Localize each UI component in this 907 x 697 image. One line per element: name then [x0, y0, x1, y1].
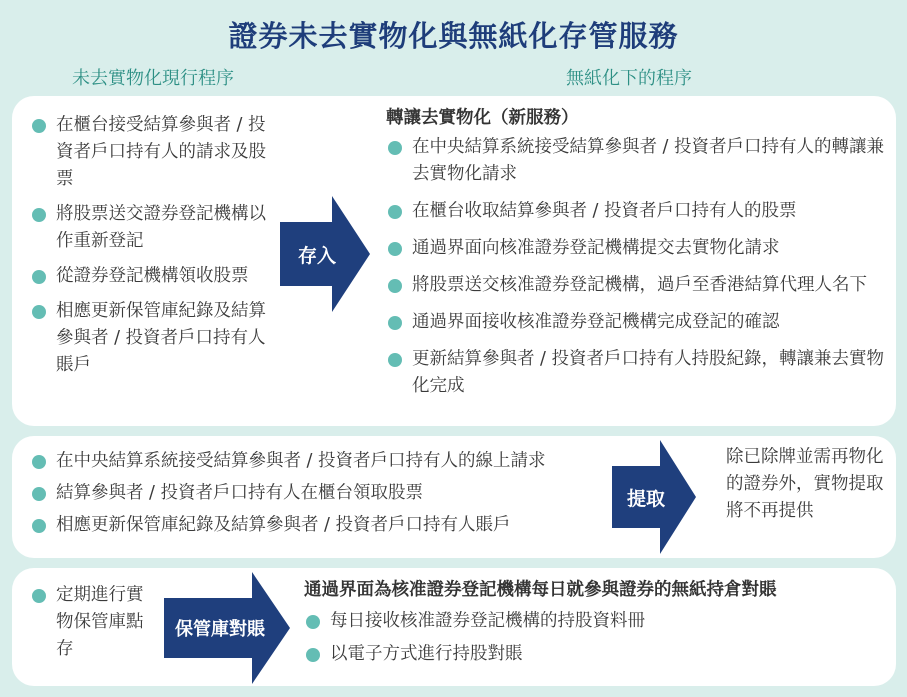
list-item: 相應更新保管庫紀錄及結算參與者 / 投資者戶口持有人賬戶 [30, 512, 610, 539]
list-item: 通過界面向核准證券登記機構提交去實物化請求 [386, 235, 891, 262]
list-item: 每日接收核准證券登記機構的持股資料冊 [304, 608, 864, 635]
list-item: 更新結算參與者 / 投資者戶口持有人持股紀錄，轉讓兼去實物化完成 [386, 346, 891, 400]
custody-new-heading: 通過界面為核准證券登記機構每日就參與證券的無紙持倉對賬 [304, 580, 777, 600]
bullet-icon [388, 141, 402, 155]
bullet-icon [388, 353, 402, 367]
bullet-icon [388, 316, 402, 330]
bullet-icon [32, 589, 46, 603]
deposit-paperless-list [386, 134, 891, 400]
list-item: 在櫃台接受結算參與者 / 投資者戶口持有人的請求及股票 [30, 112, 275, 193]
list-item: 在櫃台收取結算參與者 / 投資者戶口持有人的股票 [386, 198, 891, 225]
bullet-icon [306, 615, 320, 629]
withdraw-arrow-label: 提取 [626, 488, 665, 510]
bullet-icon [388, 205, 402, 219]
deposit-new-heading: 轉讓去實物化（新服務） [386, 108, 579, 128]
list-item: 相應更新保管庫紀錄及結算參與者 / 投資者戶口持有人賬戶 [30, 298, 275, 379]
bullet-icon [32, 455, 46, 469]
bullet-icon [32, 487, 46, 501]
subtitle-current: 未去實物化現行程序 [72, 68, 234, 89]
page-title: 證券未去實物化與無紙化存管服務 [228, 19, 679, 53]
list-item: 將股票送交核准證券登記機構，過戶至香港結算代理人名下 [386, 272, 891, 299]
deposit-current-list [30, 112, 275, 387]
list-item: 從證券登記機構領收股票 [30, 263, 275, 290]
custody-paperless-list [304, 608, 864, 668]
bullet-icon [32, 208, 46, 222]
bullet-icon [388, 279, 402, 293]
list-item: 在中央結算系統接受結算參與者 / 投資者戶口持有人的轉讓兼去實物化請求 [386, 134, 891, 188]
bullet-icon [32, 119, 46, 133]
bullet-icon [306, 648, 320, 662]
list-item: 結算參與者 / 投資者戶口持有人在櫃台領取股票 [30, 480, 610, 507]
bullet-icon [32, 305, 46, 319]
custody-arrow-label: 保管庫對賬 [175, 619, 265, 640]
bullet-icon [388, 242, 402, 256]
deposit-arrow-label: 存入 [297, 245, 336, 267]
subtitle-paperless: 無紙化下的程序 [566, 68, 692, 89]
bullet-icon [32, 270, 46, 284]
bullet-icon [32, 519, 46, 533]
withdraw-paperless-note: 除已除牌並需再物化的證券外，實物提取將不再提供 [726, 447, 884, 521]
list-item: 以電子方式進行持股對賬 [304, 641, 864, 668]
list-item: 定期進行實物保管庫點存 [30, 582, 158, 663]
custody-current-list [30, 582, 158, 671]
list-item: 通過界面接收核准證券登記機構完成登記的確認 [386, 309, 891, 336]
withdraw-current-list [30, 448, 610, 539]
list-item: 在中央結算系統接受結算參與者 / 投資者戶口持有人的線上請求 [30, 448, 610, 475]
list-item: 將股票送交證券登記機構以作重新登記 [30, 201, 275, 255]
